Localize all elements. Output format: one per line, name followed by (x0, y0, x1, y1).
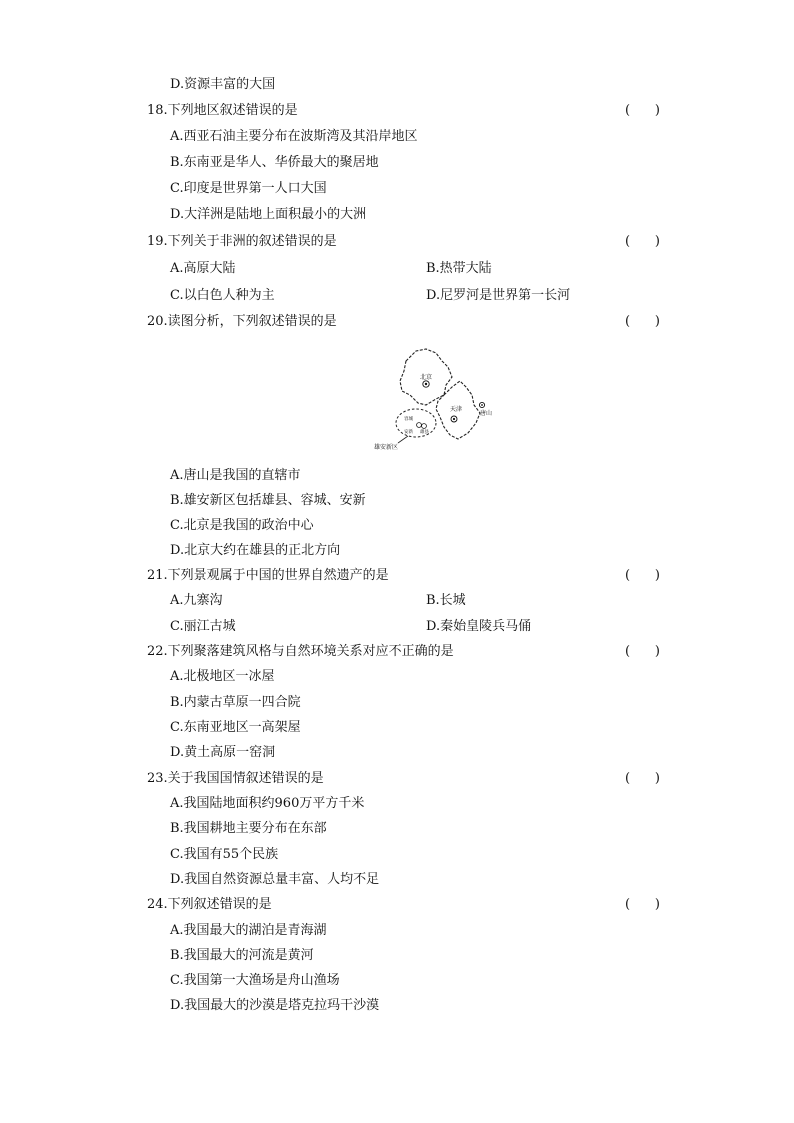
q17-option-d: D.资源丰富的大国 (170, 77, 276, 92)
q18-option-b: B.东南亚是华人、华侨最大的聚居地 (170, 155, 379, 170)
q20-stem: 20.读图分析，下列叙述错误的是 (147, 314, 337, 329)
q23-stem: 23.关于我国国情叙述错误的是 (147, 771, 324, 786)
q22-option-a: A.北极地区一冰屋 (170, 669, 275, 684)
q23-option-b: B.我国耕地主要分布在东部 (170, 821, 327, 836)
q19-option-d: D.尼罗河是世界第一长河 (426, 288, 571, 303)
q23-option-a: A.我国陆地面积约960万平方千米 (170, 796, 365, 811)
q24-option-b: B.我国最大的河流是黄河 (170, 948, 314, 963)
q18-option-c: C.印度是世界第一人口大国 (170, 181, 327, 196)
map-label-xiongxian: 雄县 (420, 430, 429, 435)
map-label-tangshan: 唐山 (480, 410, 493, 417)
q18-stem: 18.下列地区叙述错误的是 (147, 103, 298, 118)
q21-option-c: C.丽江古城 (170, 619, 236, 634)
q21-option-a: A.九寨沟 (170, 593, 223, 608)
map-label-anxin: 安新 (404, 430, 413, 435)
q23-answer-blank: ( ) (625, 771, 660, 786)
q24-stem: 24.下列叙述错误的是 (147, 897, 272, 912)
q20-answer-blank: ( ) (625, 314, 660, 329)
q22-stem: 22.下列聚落建筑风格与自然环境关系对应不正确的是 (147, 644, 454, 659)
q22-answer-blank: ( ) (625, 644, 660, 659)
q18-option-d: D.大洋洲是陆地上面积最小的大洲 (170, 207, 367, 222)
q24-option-a: A.我国最大的湖泊是青海湖 (170, 923, 327, 938)
q20-option-d: D.北京大约在雄县的正北方向 (170, 543, 341, 558)
q21-stem: 21.下列景观属于中国的世界自然遗产的是 (147, 568, 389, 583)
q19-stem: 19.下列关于非洲的叙述错误的是 (147, 234, 337, 249)
q18-answer-blank: ( ) (625, 103, 660, 118)
map-label-rongcheng: 容城 (404, 417, 413, 422)
q19-option-c: C.以白色人种为主 (170, 288, 275, 303)
map-label-tianjin: 天津 (450, 406, 463, 413)
q21-answer-blank: ( ) (625, 568, 660, 583)
q20-option-b: B.雄安新区包括雄县、容城、安新 (170, 493, 366, 508)
q22-option-d: D.黄土高原一窑洞 (170, 745, 276, 760)
q22-option-c: C.东南亚地区一高架屋 (170, 720, 301, 735)
q20-option-c: C.北京是我国的政治中心 (170, 518, 314, 533)
q19-option-a: A.高原大陆 (170, 261, 236, 276)
q19-answer-blank: ( ) (625, 234, 660, 249)
q23-option-d: D.我国自然资源总量丰富、人均不足 (170, 872, 380, 887)
q18-option-a: A.西亚石油主要分布在波斯湾及其沿岸地区 (170, 129, 418, 144)
q22-option-b: B.内蒙古草原一四合院 (170, 695, 301, 710)
beijing-tianjin-hebei-map (364, 343, 504, 455)
q24-option-d: D.我国最大的沙漠是塔克拉玛干沙漠 (170, 998, 380, 1013)
q21-option-b: B.长城 (426, 593, 466, 608)
q24-option-c: C.我国第一大渔场是舟山渔场 (170, 973, 340, 988)
q23-option-c: C.我国有55个民族 (170, 847, 279, 862)
q24-answer-blank: ( ) (625, 897, 660, 912)
map-label-beijing: 北京 (420, 374, 433, 381)
q21-option-d: D.秦始皇陵兵马俑 (426, 619, 532, 634)
q19-option-b: B.热带大陆 (426, 261, 492, 276)
q20-option-a: A.唐山是我国的直辖市 (170, 468, 301, 483)
map-label-xiongan: 雄安新区 (374, 444, 399, 451)
